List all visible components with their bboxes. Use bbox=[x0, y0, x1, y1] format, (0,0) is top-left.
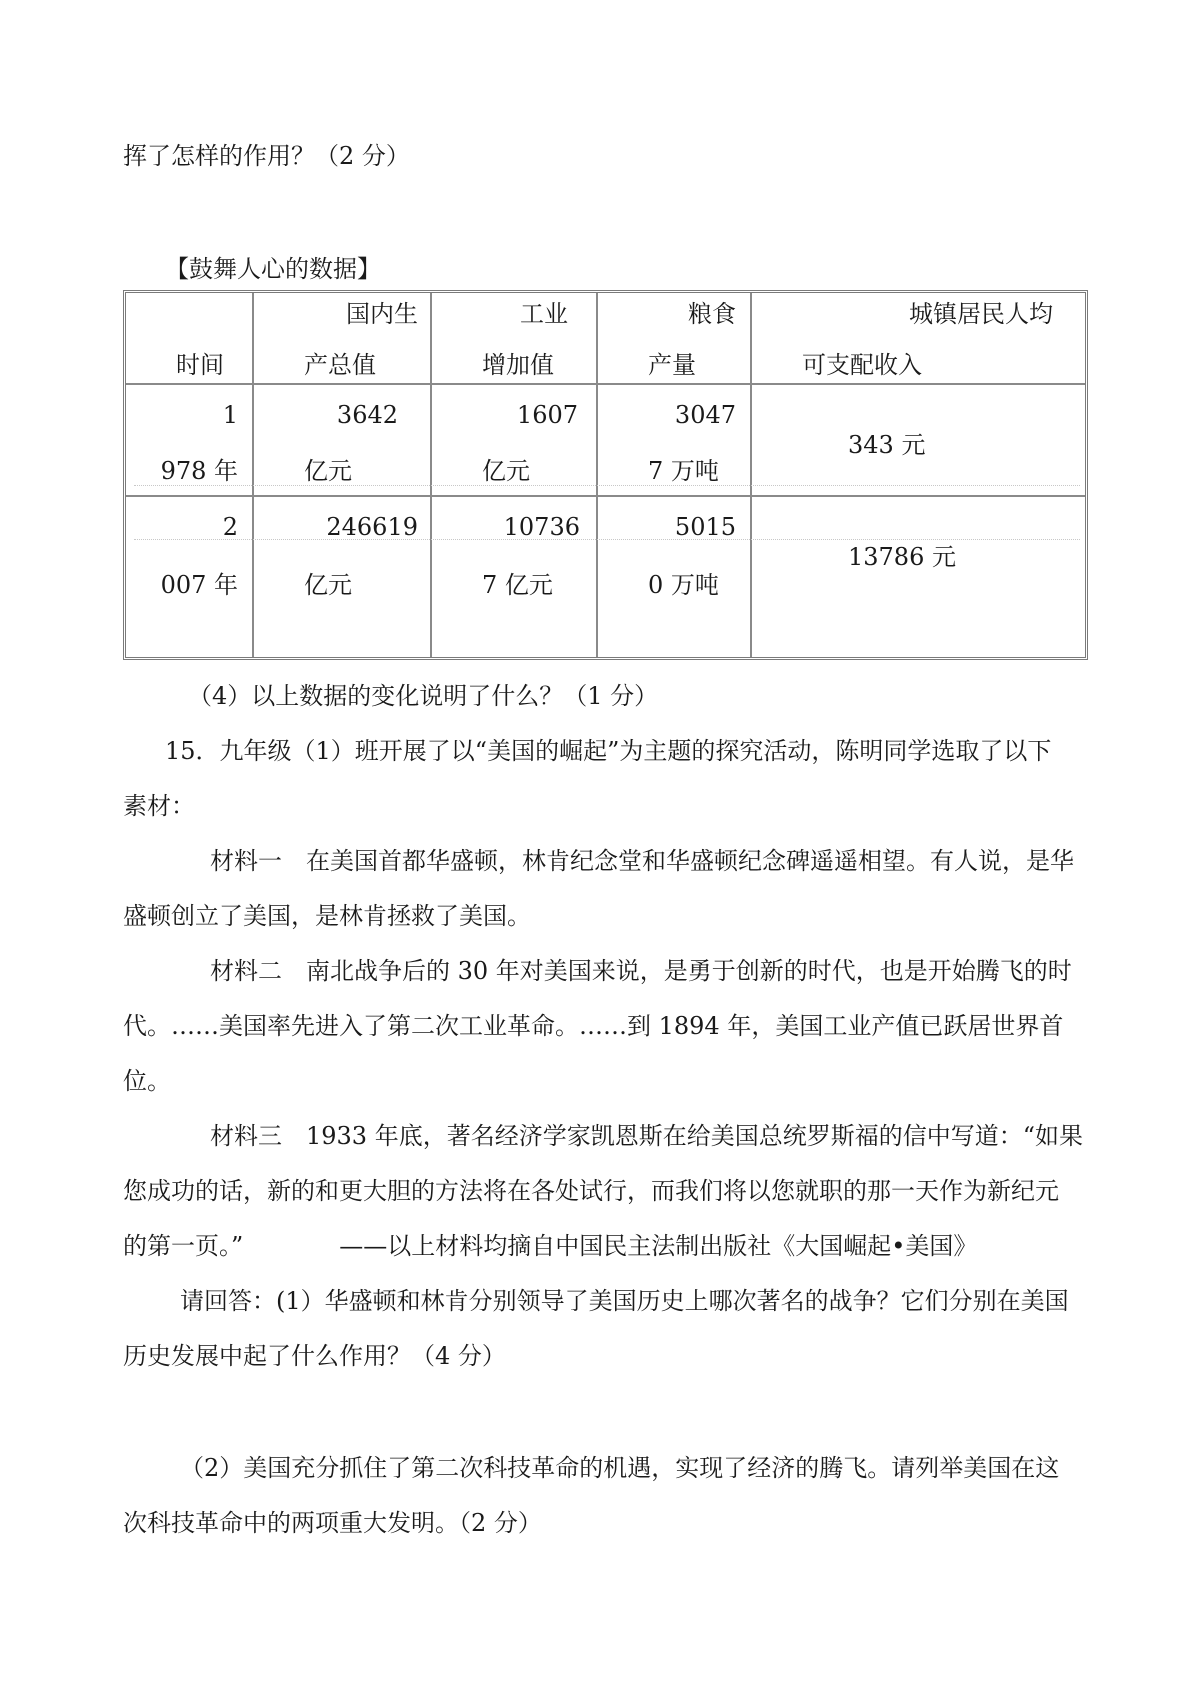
header-gdp-line2: 产总值 bbox=[304, 351, 376, 379]
gdp-value: 246619 bbox=[326, 513, 418, 541]
material-2: 代。……美国率先进入了第二次工业革命。……到 1894 年，美国工业产值已跃居世界首 bbox=[123, 1012, 1064, 1040]
industry-unit: 7 亿元 bbox=[482, 571, 553, 599]
table-row-cell bbox=[432, 497, 598, 657]
material-1: 材料一 在美国首都华盛顿，林肯纪念堂和华盛顿纪念碑遥遥相望。有人说，是华 bbox=[210, 847, 1074, 875]
header-industry-line2: 增加值 bbox=[482, 351, 554, 379]
gdp-unit: 亿元 bbox=[304, 571, 352, 599]
table-row-cell bbox=[752, 385, 1085, 497]
table-header-cell bbox=[126, 293, 254, 385]
gdp-unit: 亿元 bbox=[304, 457, 352, 485]
year-part2: 007 年 bbox=[160, 571, 238, 599]
answer-prompt-1: 请回答：(1）华盛顿和林肯分别领导了美国历史上哪次著名的战争？它们分别在美国 bbox=[180, 1287, 1069, 1315]
answer-prompt-2: 次科技革命中的两项重大发明。（2 分） bbox=[123, 1509, 542, 1537]
industry-value: 10736 bbox=[503, 513, 580, 541]
header-income-line2: 可支配收入 bbox=[802, 351, 922, 379]
table-row-cell bbox=[126, 497, 254, 657]
material-2: 材料二 南北战争后的 30 年对美国来说，是勇于创新的时代，也是开始腾飞的时 bbox=[210, 957, 1072, 985]
answer-prompt-2: （2）美国充分抓住了第二次科技革命的机遇，实现了经济的腾飞。请列举美国在这 bbox=[180, 1454, 1060, 1482]
material-2: 位。 bbox=[123, 1067, 171, 1095]
question-15: 素材： bbox=[123, 792, 195, 820]
table-row-cell bbox=[254, 385, 432, 497]
header-time: 时间 bbox=[176, 351, 224, 379]
income-value: 13786 元 bbox=[848, 543, 956, 571]
table-header-cell bbox=[752, 293, 1085, 385]
header-grain-line2: 产量 bbox=[648, 351, 696, 379]
grain-value: 3047 bbox=[674, 401, 736, 429]
table-row-cell bbox=[432, 385, 598, 497]
grain-unit: 0 万吨 bbox=[648, 571, 719, 599]
table-header-cell bbox=[254, 293, 432, 385]
grain-value: 5015 bbox=[674, 513, 736, 541]
data-table bbox=[123, 290, 1088, 660]
table-row-cell bbox=[598, 385, 752, 497]
year-part1: 2 bbox=[222, 513, 238, 541]
year-part1: 1 bbox=[222, 401, 238, 429]
table-row-cell bbox=[126, 385, 254, 497]
industry-value: 1607 bbox=[516, 401, 578, 429]
header-grain-line1: 粮食 bbox=[688, 300, 736, 328]
text-line: 挥了怎样的作用？（2 分） bbox=[123, 142, 410, 170]
header-gdp-line1: 国内生 bbox=[346, 300, 418, 328]
table-row-cell bbox=[752, 497, 1085, 657]
question-4: （4）以上数据的变化说明了什么？（1 分） bbox=[188, 682, 659, 710]
table-header-cell bbox=[598, 293, 752, 385]
year-part2: 978 年 bbox=[160, 457, 238, 485]
material-3: 材料三 1933 年底，著名经济学家凯恩斯在给美国总统罗斯福的信中写道：“如果 bbox=[210, 1122, 1083, 1150]
industry-unit: 亿元 bbox=[482, 457, 530, 485]
header-industry-line1: 工业 bbox=[520, 300, 568, 328]
gdp-value: 3642 bbox=[336, 401, 398, 429]
income-value: 343 元 bbox=[848, 431, 926, 459]
question-15: 15．九年级（1）班开展了以“美国的崛起”为主题的探究活动，陈明同学选取了以下 bbox=[165, 737, 1052, 765]
table-row-cell bbox=[598, 497, 752, 657]
table-row-cell bbox=[254, 497, 432, 657]
section-title: 【鼓舞人心的数据】 bbox=[165, 255, 381, 283]
grain-unit: 7 万吨 bbox=[648, 457, 719, 485]
answer-prompt-1: 历史发展中起了什么作用？（4 分） bbox=[123, 1342, 506, 1370]
header-income-line1: 城镇居民人均 bbox=[909, 300, 1053, 328]
material-3: 您成功的话，新的和更大胆的方法将在各处试行，而我们将以您就职的那一天作为新纪元 bbox=[123, 1177, 1059, 1205]
table-header-cell bbox=[432, 293, 598, 385]
material-1: 盛顿创立了美国，是林肯拯救了美国。 bbox=[123, 902, 531, 930]
material-3: 的第一页。” ——以上材料均摘自中国民主法制出版社《大国崛起•美国》 bbox=[123, 1232, 978, 1260]
